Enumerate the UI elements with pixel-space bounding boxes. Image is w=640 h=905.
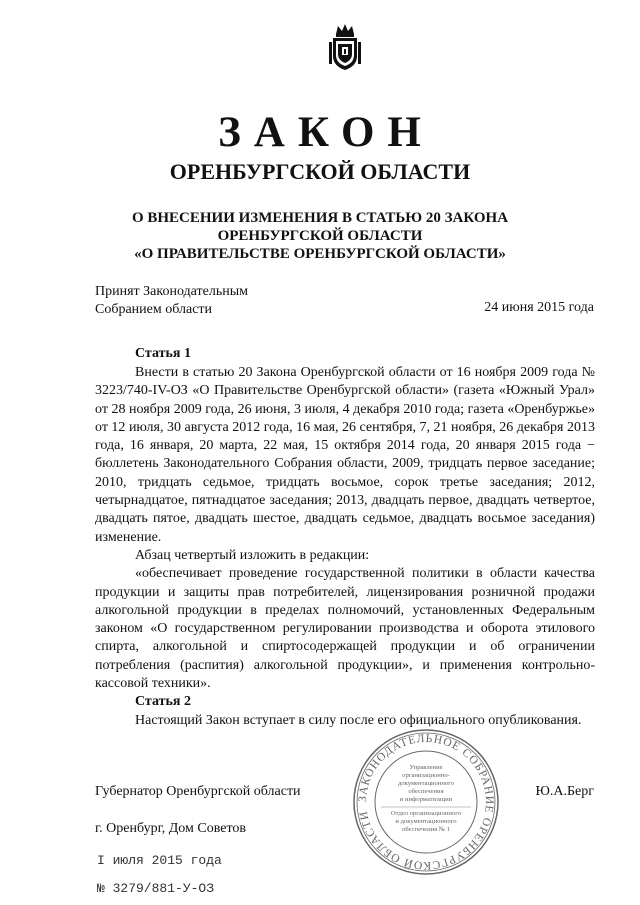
article-paragraph: «обеспечивает проведение государственной политики в области качества продукции и защиты прав потребителей, лицензирования розничной продажи алкогольной продукции в пределах полномочий, установленных Федеральным законом «О государственном регулировании производства и оборота этилового спирта, алкогольной и спиртосодержащей продукции и об ограничении потребления (распития) алкогольной продукции», и применения контрольно-кассовой техники». (95, 566, 595, 692)
article-2-body (95, 712, 595, 730)
stamp-line: и информатизации (399, 796, 453, 803)
stamp-line: Управление (409, 764, 443, 771)
subtitle-line: ОРЕНБУРГСКОЙ ОБЛАСТИ (217, 228, 423, 244)
adoption-line: Принят Законодательным (95, 284, 248, 299)
adoption-note (95, 283, 248, 319)
stamp-line: документационного (397, 780, 455, 787)
signing-place: г. Оренбург, Дом Советов (95, 821, 246, 836)
stamp-line: Отдел организационного (390, 810, 462, 817)
article-1-heading: Статья 1 (135, 346, 191, 361)
stamp-line: организационно- (402, 772, 450, 779)
adoption-line: Собранием области (95, 302, 213, 317)
registration-number: № 3279/881-У-ОЗ (97, 881, 215, 896)
article-paragraph: Настоящий Закон вступает в силу после его официального опубликования. (135, 713, 582, 728)
coat-of-arms-emblem (328, 22, 362, 72)
stamp-line: обеспечения № 1 (401, 826, 451, 833)
article-1-body (95, 364, 595, 693)
document-title: ЗАКОН (218, 109, 434, 156)
official-stamp (351, 727, 501, 877)
subtitle-line: О ВНЕСЕНИИ ИЗМЕНЕНИЯ В СТАТЬЮ 20 ЗАКОНА (131, 210, 509, 226)
document-region: ОРЕНБУРГСКОЙ ОБЛАСТИ (169, 159, 471, 184)
stamp-line: и документационного (395, 818, 457, 825)
law-subtitle (0, 209, 640, 263)
registration-date: I июля 2015 года (97, 853, 222, 868)
article-2-heading: Статья 2 (135, 694, 191, 709)
signer-name: Ю.А.Берг (535, 784, 594, 799)
stamp-outer-text: ЗАКОНОДАТЕЛЬНОЕ СОБРАНИЕ ОРЕНБУРГСКОЙ ОБЛАСТИ (356, 732, 496, 872)
adoption-date: 24 июня 2015 года (484, 300, 594, 315)
article-paragraph: Внести в статью 20 Закона Оренбургской области от 16 ноября 2009 года № 3223/740-IV-ОЗ «О Правительстве Оренбургской области» (газета «Южный Урал» от 28 ноября 2009 года, 26 июня, 3 июля, 4 декабря 2010 года; газета «Оренбуржье» от 12 июля, 30 августа 2012 года, 16 мая, 26 сентября, 7, 21 ноября, 26 декабря 2013 года, 16 января, 20 марта, 22 мая, 15 октября 2014 года, 20 января 2015 года − бюллетень Законодательного Собрания области, 2009, тридцать первое заседание; 2010, тридцать седьмое, тридцать восьмое, сорок третье заседания; 2012, четырнадцатое, пятнадцатое заседания; 2013, двадцать первое, двадцать четвертое, двадцать пятое, двадцать шестое, двадцать седьмое, двадцать восьмое заседания) изменение. (95, 365, 595, 545)
signer-position: Губернатор Оренбургской области (95, 784, 301, 799)
stamp-line: обеспечения (408, 788, 444, 795)
article-paragraph: Абзац четвертый изложить в редакции: (135, 547, 370, 563)
subtitle-line: «О ПРАВИТЕЛЬСТВЕ ОРЕНБУРГСКОЙ ОБЛАСТИ» (134, 246, 506, 262)
